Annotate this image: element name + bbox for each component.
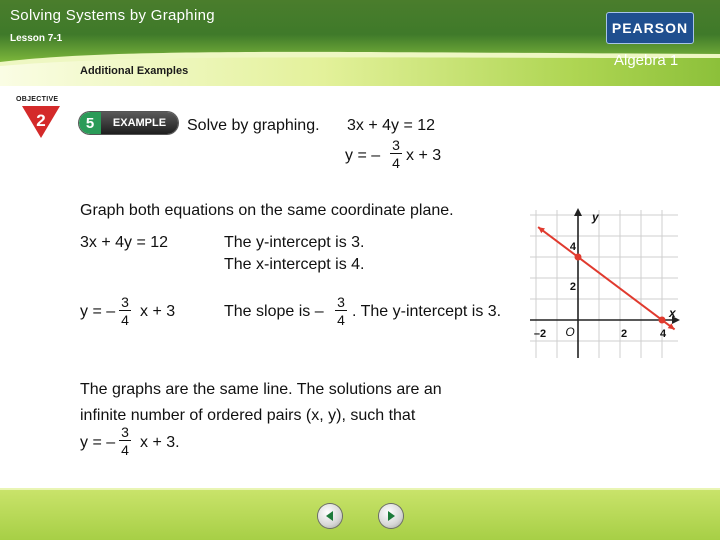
row2-eq-lhs: y = – [80, 303, 116, 320]
x-tick-label: 2 [620, 328, 628, 340]
next-button[interactable] [379, 504, 403, 528]
x-tick-label: –2 [533, 328, 547, 340]
row2-note-pre: The slope is – [224, 303, 324, 320]
row2-note-den: 4 [337, 312, 345, 328]
conclusion-num: 3 [121, 424, 129, 440]
row2-eq-rhs: x + 3 [140, 303, 176, 320]
course-label: Algebra 1 [614, 52, 679, 69]
conclusion-den: 4 [121, 442, 129, 458]
example-eq1: 3x + 4y = 12 [347, 117, 436, 134]
row2-eq-bar [119, 310, 131, 311]
next-arrow-icon [385, 510, 397, 522]
y-axis-label: y [592, 210, 599, 224]
section-label: Additional Examples [80, 65, 189, 77]
previous-button[interactable] [318, 504, 342, 528]
y-tick-label: 4 [569, 241, 576, 253]
instruction-text: Graph both equations on the same coordinate plane. [80, 202, 454, 219]
plotted-point [659, 317, 666, 324]
lesson-label: Lesson 7-1 [10, 33, 63, 44]
publisher-logo: PEARSON [606, 12, 694, 44]
objective-label: OBJECTIVE [16, 96, 59, 103]
y-tick-label: 2 [569, 281, 576, 293]
row2-note-post: . The y-intercept is 3. [352, 303, 502, 320]
row1-note-line2: The x-intercept is 4. [224, 256, 365, 273]
row2-note-bar [335, 310, 347, 311]
previous-arrow-icon [324, 510, 336, 522]
graph-grid [530, 210, 678, 358]
row2-eq-num: 3 [121, 294, 129, 310]
coordinate-graph [528, 206, 683, 362]
footer-bar [0, 490, 720, 540]
example-eq2-bar [390, 153, 402, 154]
graph-axes [530, 208, 680, 358]
conclusion-lhs: y = – [80, 434, 116, 451]
plotted-point [575, 254, 582, 261]
example-badge [79, 112, 178, 134]
row2-note-num: 3 [337, 294, 345, 310]
conclusion-rhs: x + 3. [140, 434, 180, 451]
row1-equation: 3x + 4y = 12 [80, 234, 169, 251]
page-title: Solving Systems by Graphing [10, 7, 215, 24]
x-tick-label: 4 [659, 328, 667, 340]
example-eq2-rhs: x + 3 [406, 147, 442, 164]
example-eq2-lhs: y = – [345, 147, 381, 164]
origin-label: O [565, 325, 575, 339]
conclusion-line2: infinite number of ordered pairs (x, y), such that [80, 407, 416, 424]
example-word: EXAMPLE [101, 112, 178, 134]
conclusion-bar [119, 440, 131, 441]
conclusion-line1: The graphs are the same line. The solutions are an [80, 381, 442, 398]
objective-number: 2 [36, 111, 46, 130]
example-prompt: Solve by graphing. [187, 117, 320, 134]
example-eq2-den: 4 [392, 155, 400, 171]
row2-eq-den: 4 [121, 312, 129, 328]
example-number: 5 [79, 112, 101, 134]
x-axis-label: x [669, 306, 676, 320]
example-eq2-num: 3 [392, 137, 400, 153]
row1-note-line1: The y-intercept is 3. [224, 234, 365, 251]
